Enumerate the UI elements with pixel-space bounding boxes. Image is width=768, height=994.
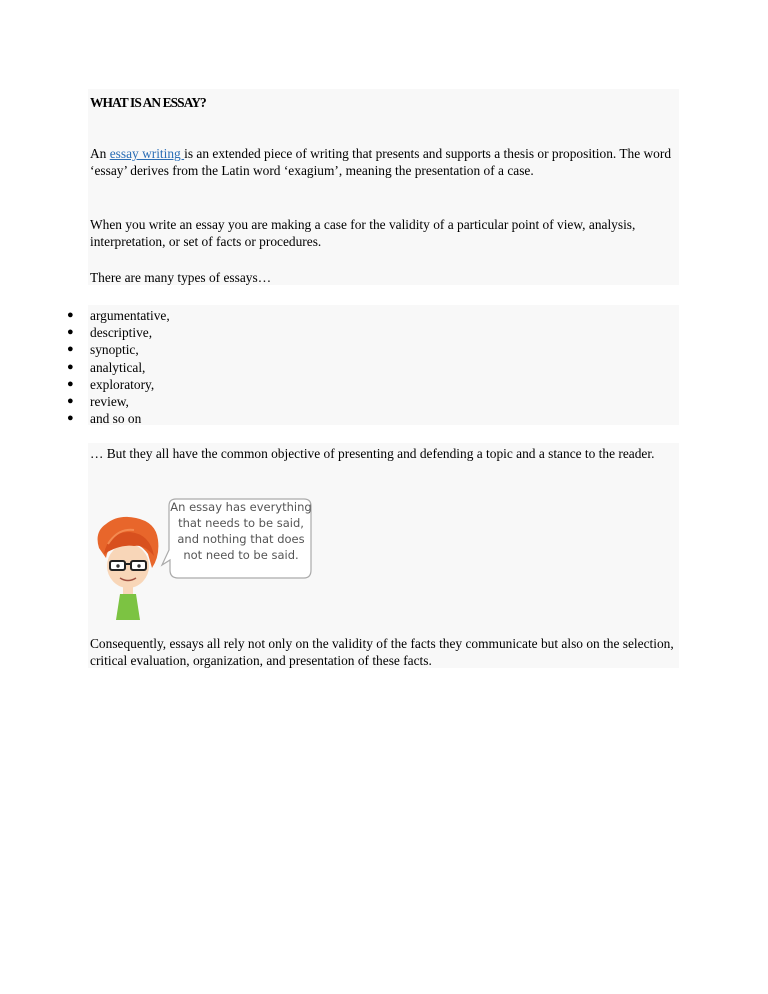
list-item: ● descriptive, bbox=[67, 325, 153, 341]
page-title: WHAT IS AN ESSAY? bbox=[90, 95, 206, 110]
teacher-illustration bbox=[90, 498, 315, 620]
bullet-icon: ● bbox=[67, 326, 74, 339]
intro-section bbox=[88, 89, 679, 285]
intro-pre: An bbox=[90, 146, 110, 161]
validity-paragraph: When you write an essay you are making a case for the validity of a particular point of view, analysis, interpretation, or set of facts or procedures. bbox=[90, 217, 636, 249]
speech-bubble-text: An essay has everything that needs to be said, and nothing that does not need to be said. bbox=[170, 500, 312, 562]
types-list-background bbox=[88, 305, 679, 425]
bullet-icon: ● bbox=[67, 360, 74, 373]
intro-post: is an extended piece of writing that presents and supports a thesis or proposition. The word ‘essay’ derives from the Latin word ‘exagium’, meaning the presentation of a case. bbox=[90, 146, 672, 178]
types-intro-paragraph: There are many types of essays… bbox=[90, 270, 272, 285]
bullet-icon: ● bbox=[67, 394, 74, 407]
list-item: ● synoptic, bbox=[67, 342, 139, 358]
list-item: ● exploratory, bbox=[67, 376, 155, 392]
bullet-icon: ● bbox=[67, 309, 74, 321]
bullet-icon: ● bbox=[67, 412, 74, 425]
consequently-paragraph: Consequently, essays all rely not only on the validity of the facts they communicate but also on the selection, critical evaluation, organization, and presentation of these facts. bbox=[90, 636, 674, 668]
essay-types-list bbox=[0, 307, 170, 427]
list-item: ● analytical, bbox=[67, 359, 146, 375]
list-item: ● and so on bbox=[67, 411, 142, 427]
list-item: ● argumentative, bbox=[67, 308, 170, 323]
intro-paragraph bbox=[90, 145, 675, 179]
conclusion-section bbox=[88, 443, 679, 668]
list-item: ● review, bbox=[67, 393, 129, 409]
bullet-icon: ● bbox=[67, 377, 74, 390]
common-objective-paragraph: … But they all have the common objective of presenting and defending a topic and a stance to the reader. bbox=[90, 446, 655, 461]
bullet-icon: ● bbox=[67, 343, 74, 356]
essay-writing-link[interactable]: essay writing bbox=[109, 146, 185, 161]
